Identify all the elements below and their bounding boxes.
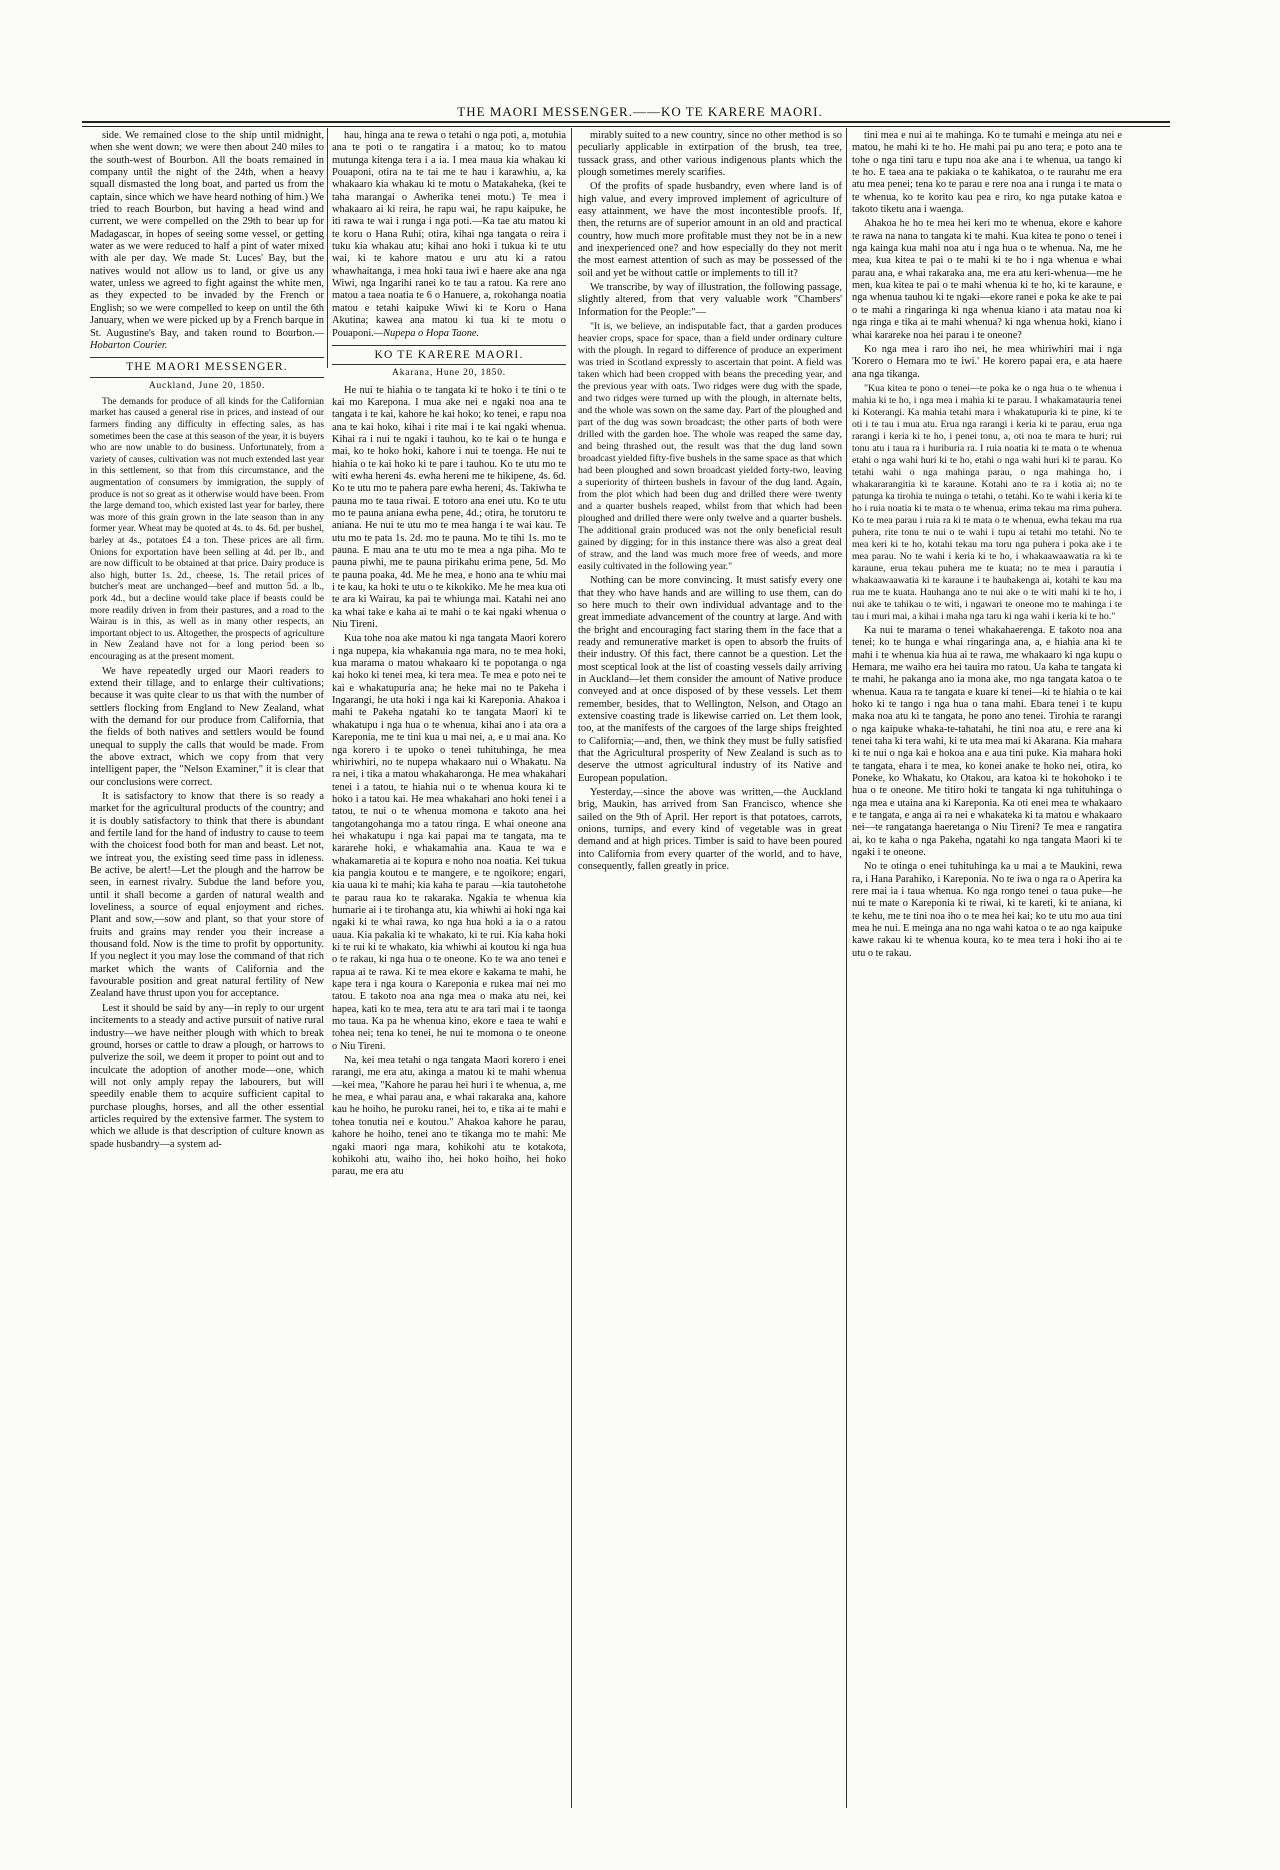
dateline-maori: Akarana, Hune 20, 1850. [392,368,506,379]
column-3-english [578,130,842,1830]
column-4-maori [852,130,1122,1830]
column-2-maori [332,130,566,1810]
article-paragraph: Ko nga mea i raro iho nei, he mea whiriwhiri mai i nga 'Korero o Hemara mo te iwi.' He korero papai era, e ata haere ana nga tikanga. [852,343,1122,380]
article-paragraph: Ka nui te marama o tenei whakahaerenga. E takoto noa ana tenei; ko te hunga e whai ringaringa ana, a, e hiahia ana ki te mahi i te whenua kia hua ai te rawa, me whakaaro ki nga kupu o Hemara, me waiho era hei tauira mo ratou. Ua kaha te tangata ki te mahi, he pakanga ano ia mona ake, mo nga tangata katoa o te whenua. Kaua ra te tangata e kuare ki tenei—ki te hiahia o te kai hoko ki te tango i nga hua o tana mahi. Ebara tenei i te kupu maka noa atu ki te tangata, he pono ano tenei. Tirohia te rarangi o nga kaipuke whaka-te-tahatahi, he tini noa atu, e rere ana ki tenei taha ki tera wahi, ki te uta mea mai ki Akarana. Kia mahara ki te nui o nga kai e hokoa ana e aua tini puke. Kia mahara hoki te tangata, ehara i te mea, ko konei anake te hoko nei, otira, ko Poneke, ko Whakatu, ko Otakou, ara katoa ki te hokohoko i te hua o te oneone. Me titiro hoki te tangata ki nga tuhituhinga o nga mea e utaina ana ki Kareponia. Ka oti enei mea te whakaaro e te tangata, e anga ai ra nei e whakateka ki ta matou e whakaaro nei—te rangatanga haeretanga o Niu Tireni? Te mea e rangatira ai, ko te kaha o nga Pakeha, ngatahi ko nga tangata Maori ki te ngaki i te oneone. [852,624,1122,859]
intro-source: —Nupepa o Hopa Taone. [373,327,480,339]
article-paragraph: He nui te hiahia o te tangata ki te hoko i te tini o te kai mo Karepona. I mua ake nei e ngaki noa ana te tangata i te kai, kahore he kai hoko; ko tenei, e rapu noa ana te kai hoko, kihai i rite mai i te kai ngaki whenua. Kihai ra i nui te ngaki i tauhou, ko te kai o te hunga e mai, ko te hoko hoki, kahore i nui te toenga. He nui te hiahia o te kai hoko ki te pare i tauhou. Ko te utu mo te witi ewha hereni 4s. ewha hereni me te hikipene, 4s. 6d. Ko te utu mo te pahera pare ewha hereni, 4s. Takiwha te pauna mo te taua riwai. E totoro ana enei utu. Ko te utu mo te pauna aniana ewha pene, 4d.; otira, he torutoru te aniana. He nui te utu mo te mea hanga i te wai kau. Te utu mo te pata 1s. 2d. mo te pauna. Mo te tihi 1s. mo te pauna. E mau ana te utu mo te mea a nga piha. Mo te pauna piwhi, me te pauna pirikahu erima pene, 5d. Mo te pauna poaka, 4d. Me he mea, e hono ana te whiu mai i te kau, ka hoki te utu o te kikokiko. Me he mea kua oti te ara ki Wairau, ka pai te whiunga mai. Katahi nei ano ka whai take e kaha ai te mahi o te kai ngaki whenua o Niu Tireni. [332,384,566,631]
masthead-maori: KO TE KARERE MAORI. [332,345,566,365]
article-paragraph: Nothing can be more convincing. It must satisfy every one that they who have hands and are willing to use them, can do so here much to their own individual advantage and to the great immediate advancement of the country at large. And with the bright and encouraging fact staring them in the face that a ready and remunerative market is open to absorb the fruits of their industry. Of this fact, there cannot be a question. Let the most sceptical look at the list of coasting vessels daily arriving in Auckland—let them consider the amount of Native produce conveyed and at once disposed of by these vessels. Let them remember, besides, that to Wellington, Nelson, and Otago an extensive coasting trade is likewise carried on. Let them look, too, at the manifests of the cargoes of the large ships freighted to California;—and, then, we think they must be fully satisfied that the Agricultural prosperity of New Zealand is such as to deserve the utmost agricultural industry of its Native and European population. [578,575,842,784]
column-1-english [90,130,324,1810]
article-paragraph: Lest it should be said by any—in reply to our urgent incitements to a steady and active pursuit of native rural industry—we have neither plough with which to break ground, horses or cattle to draw a plough, or harrows to pulverize the soil, we deem it proper to point out and to inculcate the adoption of another mode—one, which will not only amply repay the labourers, but will speedily enable them to acquire sufficient capital to purchase ploughs, horses, and all the other essential articles required by the extensive farmer. The system to which we allude is that description of culture known as spade husbandry—a system ad- [90,1002,324,1150]
masthead-english: THE MAORI MESSENGER. [90,357,324,377]
top-rule [82,121,1170,127]
article-paragraph: It is satisfactory to know that there is so ready a market for the agricultural products of the country; and it is doubly satisfactory to think that there is abundant and fertile land for the hand of industry to cause to teem with the choicest food both for man and beast. Let not, we intreat you, the existing seed time pass in idleness. Be active, be alert!—Let the plough and the harrow be seen, in earnest rivalry. Subdue the land before you, until it shall become a garden of natural wealth and loveliness, a source of equal enjoyment and riches. Plant and sow,—sow and plant, so that your store of fruits and grains may render you their increase a thousand fold. Now is the time to profit by opportunity. If you neglect it you may lose the command of that rich market which the wants of California and the favourable position and great natural fertility of New Zealand have thrust upon you for acceptance. [90,790,324,1000]
intro-paragraph: side. We remained close to the ship until midnight, when she went down; we were then about 240 miles to the south-west of Bourbon. All the boats remained in company until the night of the 24th, when a heavy squall dismasted the long boat, and parted us from the captain, since which we have heard nothing of him.) We tried to reach Bourbon, but having a head wind and current, we were compelled on the 29th to bear up for Madagascar, in hopes of seeing some vessel, or getting water as we were reduced to half a pint of water mixed with ale per day. We made St. Luces' Bay, but the natives would not allow us to land, or give us any water, unless we agreed to fight against the white men, as they expected to be invaded by the French or English; so we were compelled to keep on until the 6th January, when we were picked up by a French barque in St. Augustine's Bay, and taken round to Bourbon.—Hobarton Courier. [90,130,324,351]
article-paragraph: We have repeatedly urged our Maori readers to extend their tillage, and to enlarge their cultivations; because it was quite clear to us that with the number of settlers flocking from England to New Zealand, what with the demand for our produce from California, that the fields of both natives and settlers would be found unequal to supply the calls that would be made. From the above extract, which we copy from that very intelligent paper, the "Nelson Examiner," it is clear that our conclusions were correct. [90,665,324,788]
quoted-passage: "It is, we believe, an indisputable fact, that a garden produces heavier crops, space for space, than a field under ordinary culture with the plough. In regard to difference of produce an experiment was tried in Scotland expressly to ascertain that point. A field was taken which had been cropped with beans the preceding year, and the previous year with oats. Two ridges were dug with the spade, and two ridges were turned up with the plough, in alternate belts, and the whole was sown on the same day. Part of the ploughed and part of the dug was sown broadcast; the other parts of both were drilled with the garden hoe. The whole was reaped the same day, and being thrashed out, the result was that the dug land sown broadcast yielded fifty-five bushels in the same space as that which had been ploughed and sown broadcast yielded forty-two, leaving a superiority of thirteen bushels in favour of the dug land. Again, from the plot which had been dug and drilled there were twenty and a quarter bushels reaped, whilst from that which had been ploughed and drilled there were only twelve and a quarter bushels. The additional grain produced was not the only beneficial result gained by digging; for in this instance there was also a great deal of straw, and the land was much more free of weeds, and more easily cultivated in the following year." [578,321,842,573]
article-paragraph: Na, kei mea tetahi o nga tangata Maori korero i enei rarangi, me era atu, akinga a matou ki te mahi whenua—kei mea, "Kahore he parau hei huri i te whenua, a, me he mea, e whai parau ana, e whai rakaraka ana, kahore kau he hoiho, he puroku ranei, hei to, e tika ai te mahi e tohea tonutia nei e koutou." Ahakoa kahore he parau, kahore he hoiho, tenei ano te tikanga mo te mahi: Me ngaki maori nga mara, kohikohi atu te kotakota, kohikohi atu, waiho iho, hei hoko hoiho, hei hoko parau, me era atu [332,1055,566,1178]
article-paragraph: tini mea e nui ai te mahinga. Ko te tumahi e meinga atu nei e matou, he mahi ki te ho. He mahi pai pu ano tera; e poto ana te tohe o nga tini taru e tupu noa ake ana i te whenua, ua tango ki te ho. E taea ana te pakiaka o te kahikatoa, o te raurahu me era atu mea penei; tena ko te parau e rere noa ana i runga i te mata o te whenua, ko te korito kau pea e riro, ko nga putake katoa e takoto tiketu ana i waenga. [852,130,1122,216]
column-divider-2 [571,128,572,1808]
article-paragraph: The demands for produce of all kinds for the Californian market has caused a general rise in prices, and instead of our farmers finding any difficulty in effecting sales, as has sometimes been the case at this season of the year, it is buyers who are now unable to do business. Unfortunately, from a variety of causes, cultivation was not much extended last year in this settlement, so that from this circumstance, and the augmentation of consumers by immigration, the supply of produce is not so great as it otherwise would have been. From the large demand too, which existed last year for barley, there was more of this grain grown in the late season than in any former year. Wheat may be quoted at 4s. to 4s. 6d. per bushel, barley at 4s., potatoes £4 a ton. These prices are all firm. Onions for exportation have been selling at 4d. per lb., and are now difficult to be obtained at that price. Dairy produce is also high, butter 1s. 2d., cheese, 1s. The retail prices of butcher's meat are unchanged—beef and mutton 5d. a lb., pork 4d., but a decline would take place if beasts could be more readily driven in from their pastures, and a road to the Wairau is in this, as well as in many other respects, an important object to us. Altogether, the prospects of agriculture in New Zealand have not for a long period been so encouraging as at the present moment. [90,396,324,662]
intro-source: —Hobarton Courier. [90,327,324,351]
running-head: THE MAORI MESSENGER.——KO TE KARERE MAORI. [457,104,823,119]
article-paragraph: Ahakoa he ho te mea hei keri mo te whenua, ekore e kahore te rawa na nana to tangata ki te mahi. Kua kitea te pono o tenei i nga kainga kua mahi noa atu i nga hua o te whenua. Na, me he mea, kua kitea te pai o te mahi ki te ho i nga whenua e whai parau ana, e whai rakaraka ana, me era atu keri-whenua—me he men, kua kitea te pai o te mahi whenua ki te ho, ki te karaune, e nga whenua tauhou ki te ngaki—ekore ranei e poka ke ake te pai o te mahi a ringaringa ki nga whenua kiano i ata matau noa ki nga ringa e tika ai te mahi whenua? ki nga whenua hoki, kiano i whai karareke noa hei parau i te oneone? [852,218,1122,341]
dateline-english: Auckland, June 20, 1850. [148,380,266,391]
column-divider-1 [327,128,328,368]
article-paragraph: We transcribe, by way of illustration, the following passage, slightly altered, from that very valuable work "Chambers' Information for the People:"— [578,282,842,318]
quoted-passage: "Kua kitea te pono o tenei—te poka ke o nga hua o te whenua i mahia ki te ho, i nga mea i mahia ki te parau. I whakamatauria tenei ki Koterangi. Ka mahia tetahi mara i whakatupuria ki te pine, ki te oti i te tau i mua atu. Erua nga rarangi i keria ki te parau, erua nga rarangi i keria ki te ho, i penei tonu, a, oti noa te mara te huri; rui tonu atu i taua ra i huriburia ra. I ruia noatia ki te mata o te whenua etahi o nga wahi huri ki te ho, etahi o nga wahi huri ki te parau. Ko tetahi wahi o nga mahinga parau, o nga mahinga ho, i whakararangitia ki te karaune. Kotahi ano te ra i kotia ai; no te patunga ka tirohia te nuinga o tetahi, o tetahi. Ko te wahi i keria ki te ho i ruia noatia ki te mata o te whenua, erima tekau ma rima puhera. Ko te mea parau i ruia ra ki te mata o te whenua, ewha tekau ma rua puhera, rite tonu te nui o te wahi i tupu ai tetahi mo tetahi. No te mea keri ki te ho, kotahi tekau ma toru nga puhera i poka ake i te mea parau. No te wahi i keria ki te ho, i whakaawaawatia ra ki te karaune, erua tekau puhera me te kuata; no te mea i parautia i whakaawaawatia ki te karaune i te hauhakenga ai, kotahi te kau ma rua me te kuata. Hauhanga ano te nui ake o te witi mahi ki te ho, i nui ake te tahikau o te witi, i ngawari te oneone mo te mahinga i te tau i muri mai, a kihai i maha nga taru ki nga wahi i keria ki te ho." [852,382,1122,622]
column-divider-3 [846,128,847,1808]
article-paragraph: mirably suited to a new country, since no other method is so peculiarly applicable in extirpation of the brush, tea tree, tussack grass, and other various indigenous plants which the plough sometimes merely scarifies. [578,130,842,179]
article-paragraph: No te otinga o enei tuhituhinga ka u mai a te Maukini, rewa ra, i Hana Parahiko, i Kareponia. No te iwa o nga ra o Aperira ka rere mai ia i taua whenua. Ko nga rongo tenei o taua puke—he nui te mate o Kareponia ki te riwai, ki te kareti, ki te aniana, ki te kehu, me te tini noa iho o te mea hei kai; ko te utu mo aua tini mea he nui. E meinga ana no nga wahi katoa o te ao nga kaipuke kawe rakau ki te whenua koura, ko te mea tera i hoki iho ai te utu o te rakau. [852,861,1122,959]
article-paragraph: Kua tohe noa ake matou ki nga tangata Maori korero i nga nupepa, kia whakanuia nga mara, no te mea hoki, kua marama o matou whakaaro ki te popotanga o nga kai hoko ki tenei mea, ki tera mea. Te mea e poto nei te kai e whakatupuria ana; he heke mai no te Pakeha i Ingarangi, he uta hoki i nga kai ki Kareponia. Ahakoa i mahi te Pakeha ngatahi ko te tangata Maori ki te whakatupu i nga hua o te whenua, kihai ano i ata ora a Kareponia, me te tini kua u mai nei, a, e u mai ana. Ko nga korero i te upoko o tenei tuhituhinga, he mea whiriwhiri, no te nupepa whakaaro nui o Whakatu. Na ra nei, i tika a matou whakaharonga. He mea whakahari tenei i a tatou, te hiahia nui o te whenua koura ki te hoko i a tatou kai. He mea whakahari ano hoki tenei i a tatou, te nui o te whenua momona e takoto ana hei tangotangohanga mo a tatou ringa. E whai oneone ana hei whakatupu i nga kai papai ma te tangata, ma te kararehe hoki, e whakamahia ana. Kaua te wa e whakamaretia ai te kopura e noho noa noatia. Kei tukua kia pangia koutou e te mangere, e te ngoikore; engari, kia uaua ki te mahi; kia kaha te parau —kia tautohetohe te parau raua ko te rakaraka. Ngakia te whenua kia humarie ai i te tirohanga atu, kia whiwhi ai hoki nga kai ngaki ki te whai rawa, ko nga hua hoki a ia o a ratou uaua. Kia pakalia ki te whakato, ki te rui. Kia kaha hoki ki te rui ki te whakato, kia whiwhi ai koutou ki nga hua o te rakau, ki nga hua o te oneone. Ko te wa ano tenei e rapua ai te rawa. Ki te mea ekore e kakama te mahi, he kape tera i nga koura o Kareponia e rukea mai nei mo tatou. E takoto noa ana nga mea o maka atu nei, kei hapea, kati ko te mea, tera atu te ara tari mai i te taonga mo taua. Ka pa he whenua kino, ekore e taea te wahi e tohea nei; tena ko tenei, he nui te momona o te oneone o Niu Tireni. [332,633,566,1052]
article-paragraph: Of the profits of spade husbandry, even where land is of high value, and every improved implement of agriculture of easy attainment, we have the most incontestible proofs. If, then, the returns are of superior amount in an old and practical country, how much more profitable must they not be in a new and inexperienced one? and how especially do they not merit the most earnest attention of such as may be possessed of the soil and yet be without cattle or implements to till it? [578,181,842,279]
intro-paragraph: hau, hinga ana te rewa o tetahi o nga poti, a, motuhia ana te poti o te rangatira i a matou; ko to matou mutunga kitenga tera i a ia. I mea maua kia whakau ki Pouaponi, otira na te tai me te hau i karawhiu, a, ka whakaaro kia whakau ki te motu o Matakaheka, (kei te taha marangai o Awherika tenei motu.) Te mea i whakaaro ai ki reira, he rapu wai, he rapu kaipuke, he iti rawa te wai i runga i nga poti.—Ka tae atu matou ki te koru o Hana Ruhi; otira, kihai nga tangata o reira i tuku kia whakau atu; kihai ano hoki i tukua ki te utu wai, ki te kahore matou e uru atu ki a ratou whawhaitanga, i mea hoki taua iwi e haere ake ana nga Wiwi, nga Ingarihi ranei ko te tau a ratou. Ka rere ano matou a taea noatia te 6 o Hanuere, a, rokohanga noatia matou e tetahi kaipuke Wiwi ki te Koru o Hana Akutina; kawea ana matou ki tua ki te motu o Pouaponi.—Nupepa o Hopa Taone. [332,130,566,339]
article-paragraph: Yesterday,—since the above was written,—the Auckland brig, Maukin, has arrived from San Francisco, whence she sailed on the 9th of April. Her report is that potatoes, carrots, onions, turnips, and every kind of vegetable was in great demand and at high prices. Timber is said to have been poured into California from every quarter of the world, and to have, consequently, fallen greatly in price. [578,787,842,873]
